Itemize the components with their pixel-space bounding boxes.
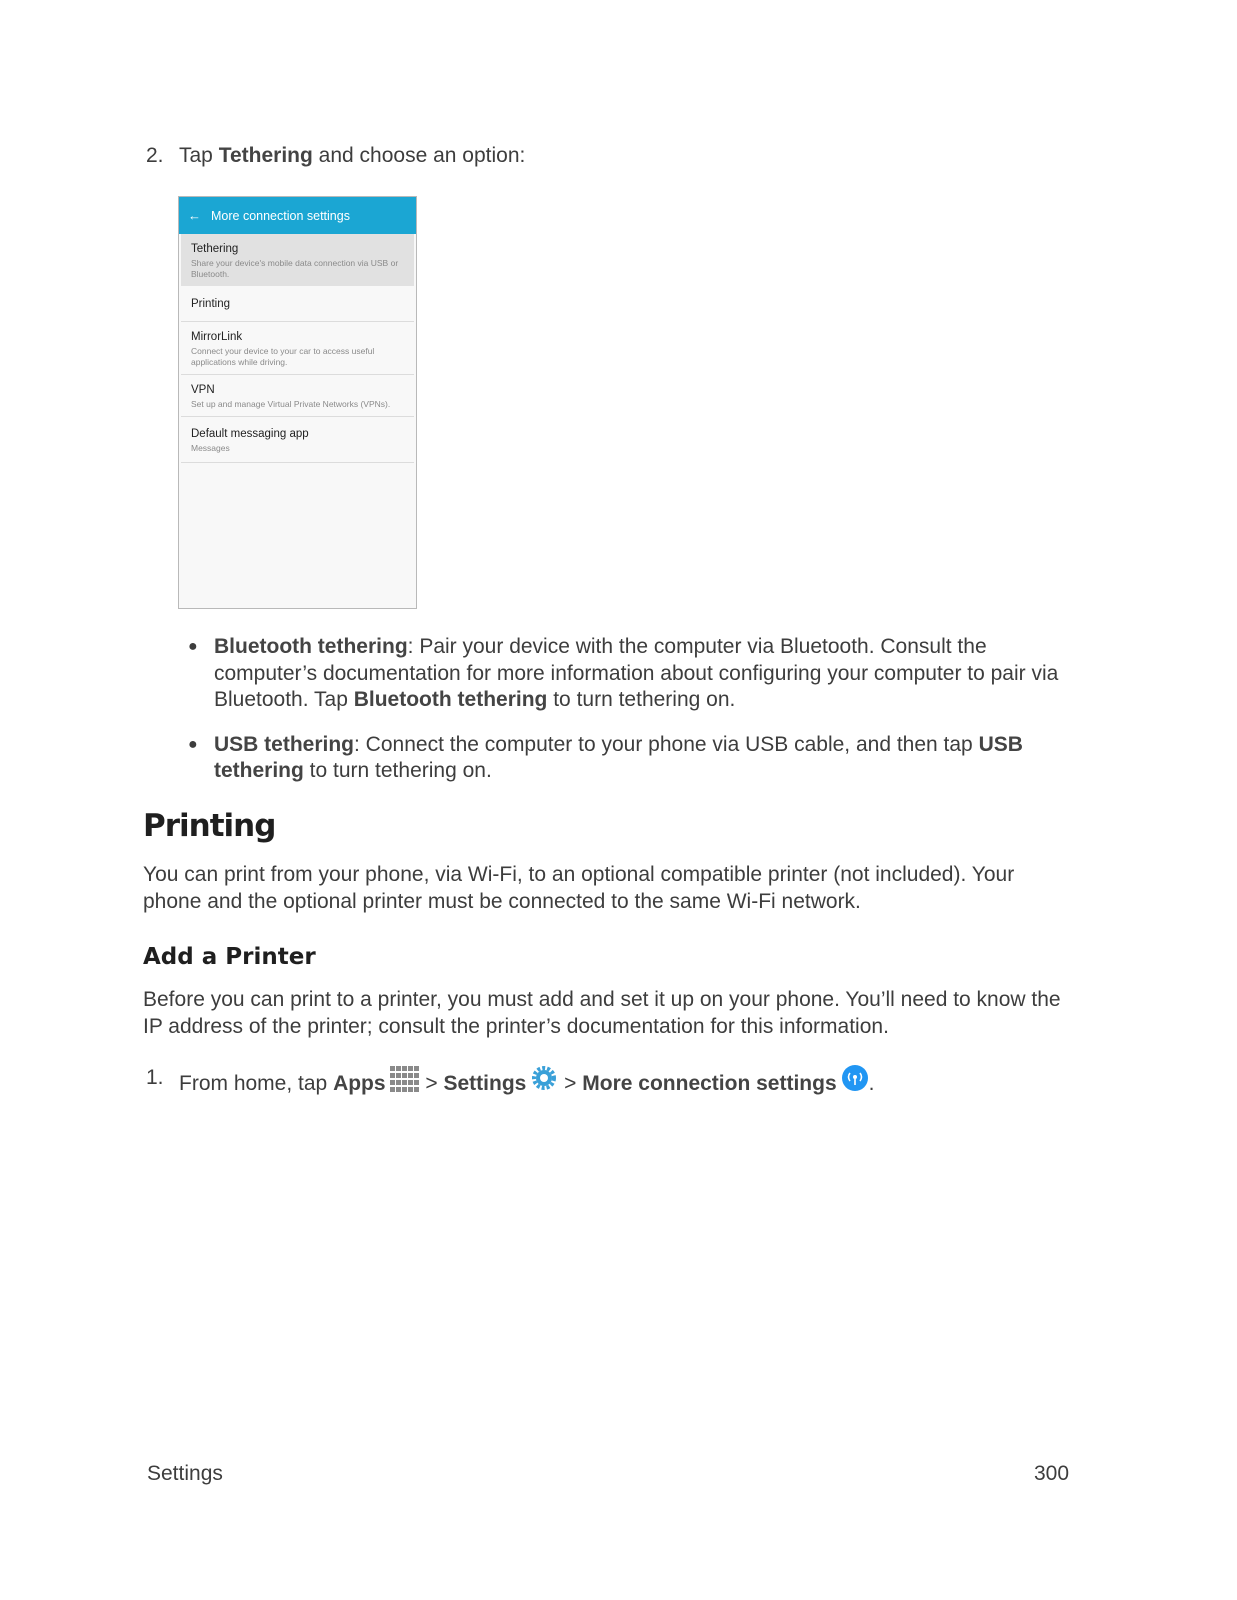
- add-printer-paragraph: Before you can print to a printer, you must add and set it up on your phone. You’ll need to know the IP address of the printer; consult the printer’s documentation for this information.: [143, 988, 1061, 1038]
- step-number: 2.: [146, 144, 164, 167]
- step-text: From home, tap Apps > Settings > More connection settings .: [179, 1064, 874, 1099]
- screenshot-item-printing: Printing: [181, 286, 414, 322]
- step-number: 1.: [146, 1066, 164, 1089]
- list-item: ● Bluetooth tethering: Pair your device with the computer via Bluetooth. Consult the computer’s documentation for more information about configuring your computer to pair via Bluetooth. Tap Bluetooth tethering to turn tethering on.: [188, 635, 1059, 711]
- screenshot-item-mirrorlink: MirrorLink Connect your device to your car to access useful applications while driving.: [181, 322, 414, 375]
- bold-term: Tethering: [218, 144, 313, 167]
- screenshot-item-default-messaging: Default messaging app Messages: [181, 417, 414, 463]
- back-arrow-icon: ←: [188, 208, 201, 223]
- gear-icon: [530, 1064, 558, 1099]
- step-1: [146, 1064, 1046, 1098]
- printing-paragraph: You can print from your phone, via Wi-Fi, to an optional compatible printer (not included). Your phone and the optional printer must be connected to the same Wi-Fi network.: [143, 863, 1015, 913]
- screenshot-app-bar: [179, 197, 416, 234]
- screenshot-bar-title: More connection settings: [211, 208, 350, 223]
- footer-page-number: 300: [1034, 1462, 1070, 1485]
- tethering-options-list: [188, 634, 1068, 803]
- subsection-heading-add-printer: Add a Printer: [143, 944, 316, 970]
- bullet-dot: ●: [188, 735, 198, 753]
- step-text: Tap Tethering and choose an option:: [179, 144, 526, 167]
- screenshot-item-vpn: VPN Set up and manage Virtual Private Networks (VPNs).: [181, 375, 414, 417]
- step-2: [146, 142, 746, 172]
- footer-section-name: Settings: [147, 1462, 223, 1485]
- apps-grid-icon: [390, 1066, 420, 1099]
- connection-settings-icon: [841, 1064, 869, 1099]
- phone-screenshot: [178, 196, 417, 609]
- section-heading-printing: Printing: [143, 808, 276, 844]
- screenshot-item-tethering: Tethering Share your device's mobile data connection via USB or Bluetooth.: [181, 234, 414, 286]
- bullet-dot: ●: [188, 638, 198, 655]
- list-item: ● USB tethering: Connect the computer to your phone via USB cable, and then tap USB tethering to turn tethering on.: [188, 732, 1023, 782]
